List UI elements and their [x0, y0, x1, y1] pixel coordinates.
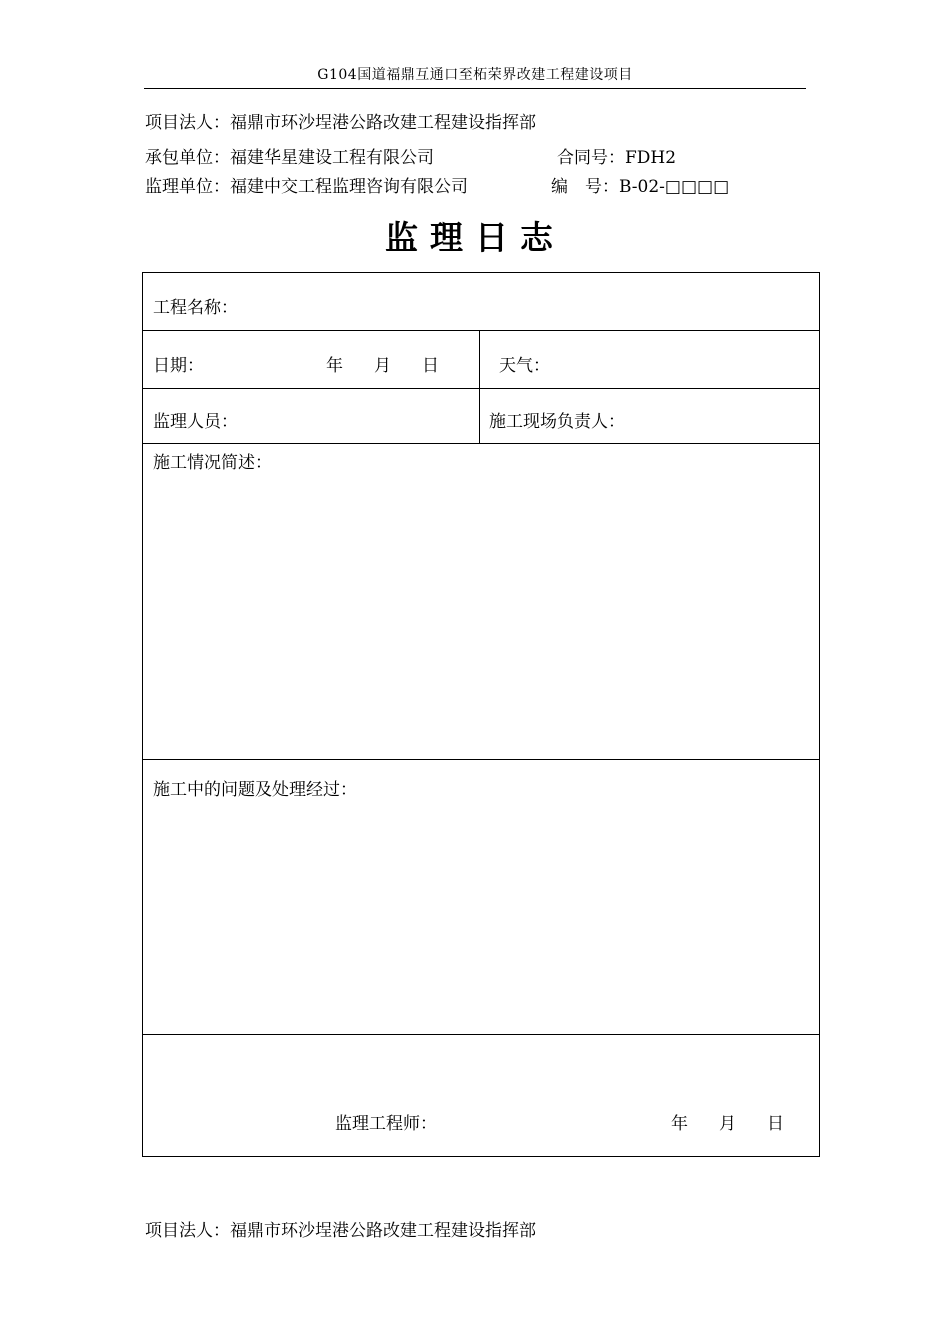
legal-person-line [145, 108, 536, 133]
footer-legal-person-line [145, 1216, 536, 1241]
page-title: 监理日志 [385, 218, 565, 257]
date-year: 年 [326, 356, 343, 376]
date-month: 月 [374, 356, 391, 376]
document-header [144, 64, 806, 89]
contract-no-label: 合同号： [557, 148, 625, 168]
sign-month: 月 [719, 1114, 736, 1134]
site-manager-label: 施工现场负责人： [489, 412, 625, 432]
supervision-log-form [142, 272, 820, 1157]
date-weather-row [143, 331, 819, 389]
date-label: 日期： [153, 356, 204, 376]
sign-day: 日 [767, 1114, 784, 1134]
footer-legal-person-label: 项目法人： [145, 1221, 230, 1241]
project-name-label: 工程名称： [153, 298, 238, 318]
legal-person-label: 项目法人： [145, 113, 230, 133]
issues-section [143, 760, 819, 1035]
project-title: G104国道福鼎互通口至柘荣界改建工程建设项目 [317, 67, 633, 83]
serial-line [551, 172, 729, 197]
weather-label: 天气： [499, 356, 550, 376]
issues-label: 施工中的问题及处理经过： [153, 780, 357, 800]
construction-summary-label: 施工情况简述： [153, 453, 272, 473]
footer-legal-person-value: 福鼎市环沙埕港公路改建工程建设指挥部 [230, 1221, 536, 1241]
construction-summary-section [143, 444, 819, 760]
project-name-row [143, 273, 819, 331]
signature-section [143, 1035, 819, 1156]
contractor-line [145, 143, 434, 168]
supervisor-line [145, 172, 468, 197]
staff-row [143, 389, 819, 444]
contract-no-value: FDH2 [625, 148, 677, 168]
contractor-value: 福建华星建设工程有限公司 [230, 148, 434, 168]
supervisor-label: 监理单位： [145, 177, 230, 197]
column-divider [479, 389, 480, 443]
serial-label: 编 号： [551, 177, 619, 197]
column-divider [479, 331, 480, 388]
sign-year: 年 [671, 1114, 688, 1134]
supervisor-value: 福建中交工程监理咨询有限公司 [230, 177, 468, 197]
contractor-label: 承包单位： [145, 148, 230, 168]
supervisor-staff-label: 监理人员： [153, 412, 238, 432]
date-day: 日 [422, 356, 439, 376]
engineer-label: 监理工程师： [335, 1114, 437, 1134]
legal-person-value: 福鼎市环沙埕港公路改建工程建设指挥部 [230, 113, 536, 133]
serial-value: B-02-□□□□ [619, 177, 730, 197]
contract-no-line [557, 143, 676, 168]
